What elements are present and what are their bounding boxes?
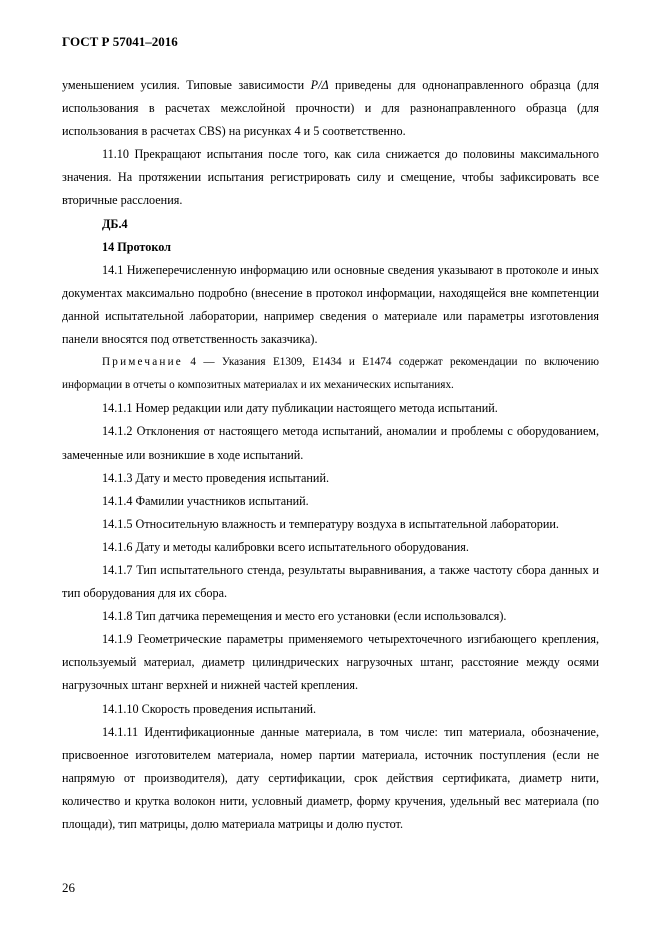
formula-variable: P/Δ xyxy=(310,78,329,92)
paragraph-11-10: 11.10 Прекращают испытания после того, как сила снижается до половины максимального значения. На протяжении испытания регистрировать силу и смещение, чтобы зафиксировать все вторичные расслоения. xyxy=(62,147,599,208)
paragraph-14-1-7: 14.1.7 Тип испытательного стенда, результаты выравнивания, а также частоту сбора данных и тип оборудования для их сбора. xyxy=(62,562,599,601)
page-number: 26 xyxy=(62,880,75,895)
paragraph-14-1-3: 14.1.3 Дату и место проведения испытаний. xyxy=(102,470,330,485)
text-fragment: приведены для однонаправленного образца (для использования в расчетах межслойной прочности) и для разнонаправленного образца (для использования в расчетах CBS) на рисунках 4 и 5 соответственно. xyxy=(62,78,600,139)
paragraph-14-1-6: 14.1.6 Дату и методы калибровки всего испытательного оборудования. xyxy=(102,539,469,554)
paragraph-14-1-8: 14.1.8 Тип датчика перемещения и место его установки (если использовался). xyxy=(102,609,507,624)
paragraph-14-1-1: 14.1.1 Номер редакции или дату публикации настоящего метода испытаний. xyxy=(102,401,498,416)
note-label: Примечание xyxy=(102,356,183,369)
document-header: ГОСТ Р 57041–2016 xyxy=(62,34,178,49)
section-heading-14: 14 Протокол xyxy=(102,239,171,254)
paragraph-14-1-2: 14.1.2 Отклонения от настоящего метода испытаний, аномалии и проблемы с оборудованием, замеченные или возникшие в ходе испытаний. xyxy=(62,424,599,462)
paragraph-14-1: 14.1 Нижеперечисленную информацию или основные сведения указывают в протоколе и иных документах максимально подробно (внесение в протокол информации, находящейся вне компетенции данной испытательной лаборатории, например сведения о материале или параметры изготовления панели вносятся под ответственность заказчика). xyxy=(62,262,599,347)
paragraph-continuation xyxy=(62,74,599,143)
paragraph-14-1-5: 14.1.5 Относительную влажность и температуру воздуха в испытательной лаборатории. xyxy=(102,516,559,531)
note-4 xyxy=(62,351,599,397)
section-label-db4: ДБ.4 xyxy=(102,216,128,231)
paragraph-14-1-10: 14.1.10 Скорость проведения испытаний. xyxy=(102,701,317,716)
text-fragment: уменьшением усилия. Типовые зависимости xyxy=(62,78,311,92)
paragraph-14-1-4: 14.1.4 Фамилии участников испытаний. xyxy=(102,493,309,508)
page-body xyxy=(62,74,599,836)
paragraph-14-1-11: 14.1.11 Идентификационные данные материала, в том числе: тип материала, обозначение, присвоенное изготовителем материала, номер партии материала, источник поступления (если не напрямую от производителя), дату сертификации, срок действия сертификата, диаметр нити, количество и крутка волокон нити, условный диаметр, форму кручения, удельный вес материала (по площади), тип матрицы, долю материала матрицы и долю пустот. xyxy=(62,724,599,831)
paragraph-14-1-9: 14.1.9 Геометрические параметры применяемого четырехточечного изгибающего крепления, используемый материал, диаметр цилиндрических нагрузочных штанг, расстояние между осями нагрузочных штанг верхней и нижней частей крепления. xyxy=(62,632,599,693)
note-text: 4 — Указания E1309, E1434 и E1474 содержат рекомендации по включению информации в отчеты о композитных материалах и их механических испытаниях. xyxy=(62,356,599,392)
